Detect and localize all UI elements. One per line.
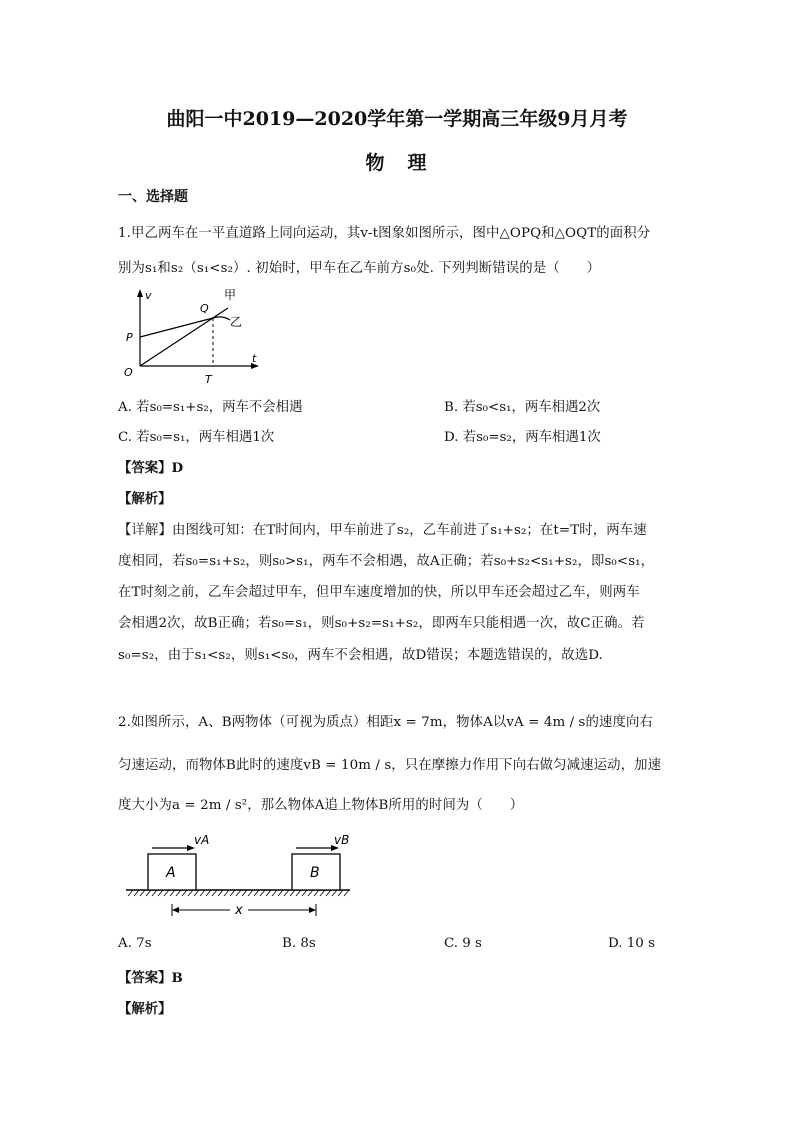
q1-option-d: D. 若s₀=s₂，两车相遇1次 [444, 430, 601, 445]
q1-detail-line4: 会相遇2次，故B正确；若s₀=s₁，则s₀+s₂=s₁+s₂，即两车只能相遇一次，故C正确。若 [118, 616, 645, 631]
line-jia [140, 308, 228, 366]
label-vb: vB [334, 833, 350, 847]
section-heading: 一、选择题 [118, 189, 188, 205]
q2-option-b: B. 8s [282, 936, 316, 951]
q1-stem-line2: 别为s₁和s₂（s₁<s₂）. 初始时，甲车在乙车前方s₀处. 下列判断错误的是（ ） [118, 261, 601, 276]
q2-stem-line1: 2.如图所示，A、B两物体（可视为质点）相距x = 7m，物体A以vA = 4m / s的速度向右 [118, 715, 653, 730]
subject-title: 物 理 [365, 152, 429, 174]
label-t: t [252, 352, 257, 365]
q1-option-b: B. 若s₀<s₁，两车相遇2次 [444, 400, 601, 415]
block-b-label: B [310, 865, 320, 881]
ground-hatch [128, 890, 349, 896]
q2-stem-line3: 度大小为a = 2m / s²，那么物体A追上物体B所用的时间为（ ） [118, 798, 524, 813]
label-O: O [124, 366, 133, 379]
q2-blocks-figure [122, 830, 357, 920]
q2-option-c: C. 9 s [444, 936, 482, 951]
label-Q: Q [200, 302, 209, 315]
q2-stem-line2: 匀速运动，而物体B此时的速度vB = 10m / s，只在摩擦力作用下向右做匀减速运动，加速 [118, 758, 662, 773]
label-jia: 甲 [224, 288, 237, 302]
line-yi-tail [213, 317, 230, 320]
q1-option-c: C. 若s₀=s₁，两车相遇1次 [118, 430, 275, 445]
q2-option-a: A. 7s [118, 936, 152, 951]
q2-answer: 【答案】B [118, 970, 183, 986]
label-yi: 乙 [230, 315, 243, 329]
label-x: x [235, 903, 243, 918]
q1-detail-line5: s₀=s₂，由于s₁<s₂，则s₁<s₀，两车不会相遇，故D错误；本题选错误的，故选D. [118, 648, 603, 663]
q1-option-a: A. 若s₀=s₁+s₂，两车不会相遇 [118, 400, 303, 415]
v-axis-arrow-icon [137, 289, 143, 297]
q1-detail-line3: 在T时刻之前，乙车会超过甲车，但甲车速度增加的快，所以甲车还会超过乙车，则两车 [118, 585, 640, 600]
x-arrow-right-icon [309, 907, 316, 913]
label-P: P [126, 331, 133, 344]
q1-analysis-label: 【解析】 [118, 491, 172, 507]
line-yi [140, 318, 213, 337]
q1-answer: 【答案】D [118, 460, 184, 476]
x-arrow-left-icon [172, 907, 179, 913]
q1-vt-graph [118, 286, 268, 386]
q1-detail-line1: 【详解】由图线可知：在T时间内，甲车前进了s₂，乙车前进了s₁+s₂；在t=T时，两车速 [118, 523, 647, 538]
label-v: v [145, 289, 152, 302]
q2-option-d: D. 10 s [608, 936, 655, 951]
label-T: T [205, 373, 212, 386]
block-a-label: A [166, 865, 176, 881]
q2-analysis-label: 【解析】 [118, 1001, 172, 1017]
page-title: 曲阳一中2019—2020学年第一学期高三年级9月月考 [166, 108, 628, 130]
label-va: vA [194, 833, 210, 847]
q1-detail-line2: 度相同，若s₀=s₁+s₂，则s₀>s₁，两车不会相遇，故A正确；若s₀+s₂<s₁+s₂，即s₀<s₁， [118, 554, 655, 569]
q1-stem-line1: 1.甲乙两车在一平直道路上同向运动，其v-t图象如图所示，图中△OPQ和△OQT的面积分 [118, 226, 651, 241]
